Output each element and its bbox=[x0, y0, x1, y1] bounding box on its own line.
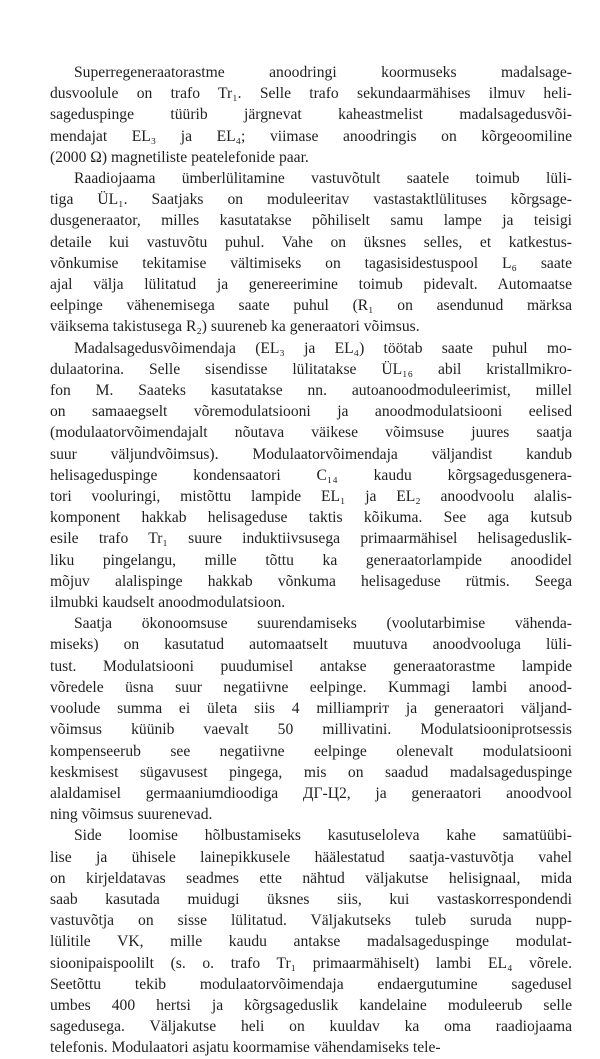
document-page bbox=[50, 62, 572, 1059]
text-line: esile trafo Tr₁ suure induktiivsusega primaarmähisel helisageduslik- bbox=[50, 530, 572, 548]
text-line: umbes 400 hertsi ja kõrgsageduslik kandelaine moduleerub selle bbox=[50, 996, 572, 1014]
text-line: Superregeneraatorastme anoodringi koormuseks madalsage- bbox=[74, 64, 572, 81]
paragraph bbox=[50, 62, 572, 168]
text-line: liku pingelangu, mille tõttu ka generaatorlampide anoodidel bbox=[50, 551, 572, 569]
text-line: mendajat EL₃ ja EL₄; viimase anoodringis on kõrgeoomiline bbox=[50, 127, 572, 145]
text-line: fon M. Saateks kasutatakse nn. autoanoodmoduleerimist, millel bbox=[50, 382, 572, 400]
text-line: ilmubki kaudselt anoodmodulatsioon. bbox=[50, 594, 286, 612]
text-line: on kirjeldatavas seadmes ette nähtud väljakutse helisignaal, mida bbox=[50, 869, 572, 887]
text-line: dusgeneraator, milles kasutatakse põhiliselt samu lampe ja teisigi bbox=[50, 212, 572, 230]
text-line: sageduspinge tüürib järgnevat kaheastmelist madalsagedusvõi- bbox=[50, 106, 572, 124]
text-line: võredele üsna suur negatiivne eelpinge. Kummagi lambi anood- bbox=[50, 678, 572, 696]
text-line: (modulaatorvõimendajalt nõutava väikese võimsuse juures saatja bbox=[50, 424, 572, 442]
text-line: saab kasutada muidugi üksnes siis, kui vastaskorrespondendi bbox=[50, 890, 572, 908]
text-line: võimsus küünib vaevalt 50 millivatini. Modulatsiooniprotsessis bbox=[50, 721, 572, 739]
text-line: keskmisest sügavusest pingega, mis on saadud madalsageduspinge bbox=[50, 763, 572, 781]
paragraph bbox=[50, 825, 572, 1058]
text-line: eelpinge vähenemisega saate puhul (R₁ on asendunud märksa bbox=[50, 297, 572, 315]
text-line: Raadiojaama ümberlülitamine vastuvõtult saatele toimub lüli- bbox=[74, 170, 572, 188]
text-line: väiksema takistusega R₂) suureneb ka generaatori võimsus. bbox=[50, 318, 420, 336]
text-line: Side loomise hõlbustamiseks kasutuseloleva kahe samatüübi- bbox=[74, 827, 572, 845]
text-line: lise ja ühisele lainepikkusele häälestatud saatja-vastuvõtja vahel bbox=[50, 848, 572, 866]
text-line: lülitile VK, mille kaudu antakse madalsageduspinge modulat- bbox=[50, 933, 572, 951]
text-line: ajal välja lülitatud ja genereerimine toimub pidevalt. Automaatse bbox=[50, 276, 572, 294]
text-line: sagedusega. Väljakutse heli on kuuldav ka oma raadiojaama bbox=[50, 1018, 572, 1036]
text-line: kompenseerub see negatiivne eelpinge olenevalt modulatsiooni bbox=[50, 742, 572, 760]
text-line: mõjuv alalispinge hakkab võnkuma helisageduse rütmis. Seega bbox=[50, 572, 572, 590]
text-line: on samaaegselt võremodulatsiooni ja anoodmodulatsiooni eelised bbox=[50, 403, 572, 421]
text-line: sioonipaispoolilt (s. o. trafo Tr₁ primaarmähiselt) lambi EL₄ võrele. bbox=[50, 954, 572, 972]
text-line: vastuvõtja on sisse lülitatud. Väljakutseks tuleb suruda nupp- bbox=[50, 912, 572, 930]
text-line: alaldamisel germaaniumdioodiga ДГ-Ц2, ja generaatori anoodvool bbox=[50, 784, 572, 802]
text-line: (2000 Ω) magnetiliste peatelefonide paar. bbox=[50, 148, 309, 166]
text-line: helisageduspinge kondensaatori C₁₄ kaudu kõrgsagedusgenera- bbox=[50, 466, 572, 484]
text-line: voolude summa ei ületa siis 4 milliampriт ja generaatori väljand- bbox=[50, 700, 572, 718]
text-line: suur väljundvõimsus). Modulaatorvõimendaja väljandist kandub bbox=[50, 445, 572, 463]
text-line: võnkumise tekitamise vältimiseks on tagasisidestuspool L₆ saate bbox=[50, 254, 572, 272]
text-line: tust. Modulatsiooni puudumisel antakse generaatorastme lampide bbox=[50, 657, 572, 675]
text-line: detaile kui vastuvõtu puhul. Vahe on üksnes selles, et katkestus- bbox=[50, 233, 572, 251]
text-line: dulaatorina. Selle sisendisse lülitatakse ÜL₁₆ abil kristallmikro- bbox=[50, 360, 572, 378]
text-line: dusvoolule on trafo Tr₁. Selle trafo sekundaarmähises ilmuv heli- bbox=[50, 85, 572, 103]
text-line: miseks) on kasutatud automaatselt muutuva anoodvooluga lüli- bbox=[50, 636, 572, 654]
text-line: Seetõttu tekib modulaatorvõimendaja endaergutumine sagedusel bbox=[50, 975, 572, 993]
text-line: telefonis. Modulaatori asjatu koormamise vähendamiseks tele- bbox=[50, 1039, 441, 1057]
paragraph bbox=[50, 168, 572, 338]
text-line: Madalsagedusvõimendaja (EL₃ ja EL₄) töötab saate puhul mo- bbox=[74, 339, 572, 357]
text-line: ning võimsus suurenevad. bbox=[50, 806, 213, 824]
paragraph bbox=[50, 613, 572, 825]
paragraph bbox=[50, 338, 572, 614]
text-line: Saatja ökonoomsuse suurendamiseks (voolutarbimise vähenda- bbox=[74, 615, 572, 633]
text-line: komponent hakkab helisageduse taktis kõikuma. See aga kutsub bbox=[50, 509, 572, 527]
text-line: tori vooluringi, mistõttu lampide EL₁ ja EL₂ anoodvoolu alalis- bbox=[50, 488, 572, 506]
text-line: tiga ÜL₁. Saatjaks on moduleeritav vastastaktlülituses kõrgsage- bbox=[50, 191, 572, 209]
